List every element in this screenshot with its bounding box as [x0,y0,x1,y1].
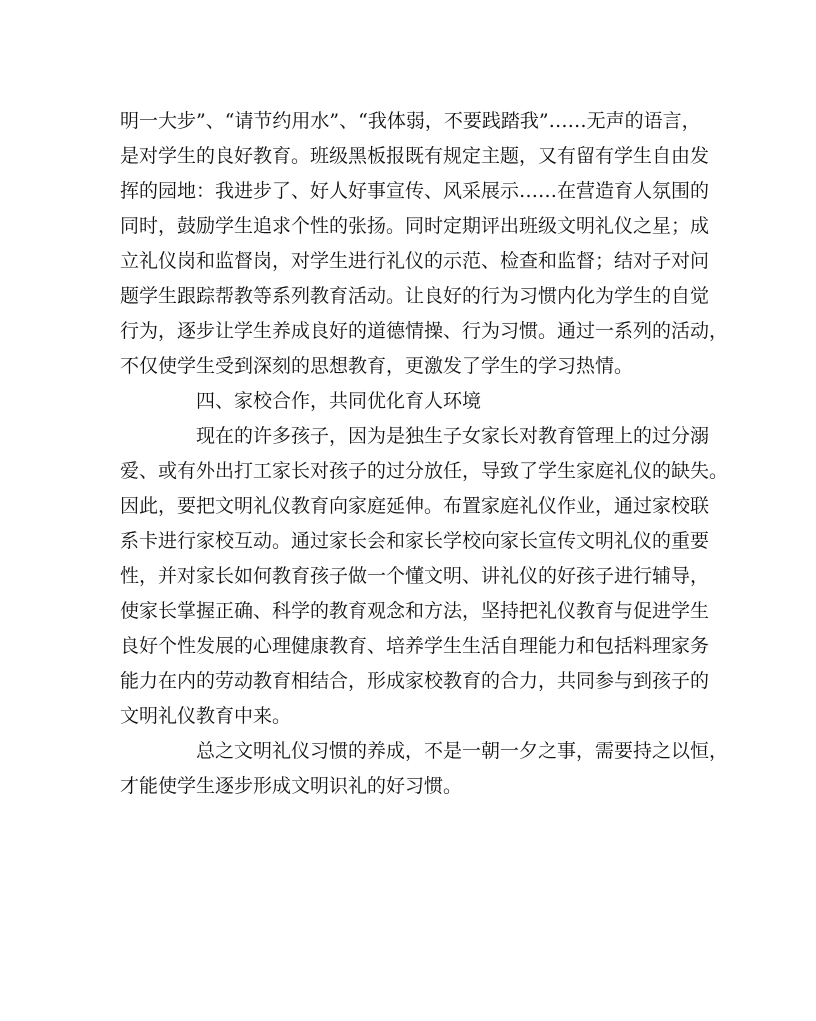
text-line: 才能使学生逐步形成文明识礼的好习惯。 [120,775,463,797]
text-line: 因此，要把文明礼仪教育向家庭延伸。布置家庭礼仪作业，通过家校联 [120,495,710,517]
text-line: 良好个性发展的心理健康教育、培养学生生活自理能力和包括料理家务 [120,635,710,657]
text-line: 文明礼仪教育中来。 [120,705,292,727]
text-line: 总之文明礼仪习惯的养成，不是一朝一夕之事，需要持之以恒， [196,740,729,762]
text-line: 性，并对家长如何教育孩子做一个懂文明、讲礼仪的好孩子进行辅导， [120,565,710,587]
text-line: 爱、或有外出打工家长对孩子的过分放任，导致了学生家庭礼仪的缺失。 [120,460,729,482]
paragraph-family-school [120,419,729,734]
document-body [120,104,729,804]
text-line: 同时，鼓励学生追求个性的张扬。同时定期评出班级文明礼仪之星；成 [120,215,710,237]
text-line: 使家长掌握正确、科学的教育观念和方法，坚持把礼仪教育与促进学生 [120,600,710,622]
text-line: 现在的许多孩子，因为是独生子女家长对教育管理上的过分溺 [196,425,710,447]
text-line: 挥的园地：我进步了、好人好事宣传、风采展示……在营造育人氛围的 [120,180,710,202]
text-line: 明一大步”、“请节约用水”、“我体弱，不要践踏我”……无声的语言， [120,110,701,132]
heading-text: 四、家校合作，共同优化育人环境 [196,390,482,412]
text-line: 能力在内的劳动教育相结合，形成家校教育的合力，共同参与到孩子的 [120,670,710,692]
text-line: 行为，逐步让学生养成良好的道德情操、行为习惯。通过一系列的活动， [120,320,729,342]
paragraph-conclusion [120,734,729,804]
text-line: 题学生跟踪帮教等系列教育活动。让良好的行为习惯内化为学生的自觉 [120,285,710,307]
text-line: 不仅使学生受到深刻的思想教育，更激发了学生的学习热情。 [120,355,634,377]
section-heading [120,384,700,419]
text-line: 系卡进行家校互动。通过家长会和家长学校向家长宣传文明礼仪的重要 [120,530,710,552]
text-line: 是对学生的良好教育。班级黑板报既有规定主题，又有留有学生自由发 [120,145,710,167]
text-line: 立礼仪岗和监督岗，对学生进行礼仪的示范、检查和监督；结对子对问 [120,250,710,272]
paragraph-continuation [120,104,729,384]
